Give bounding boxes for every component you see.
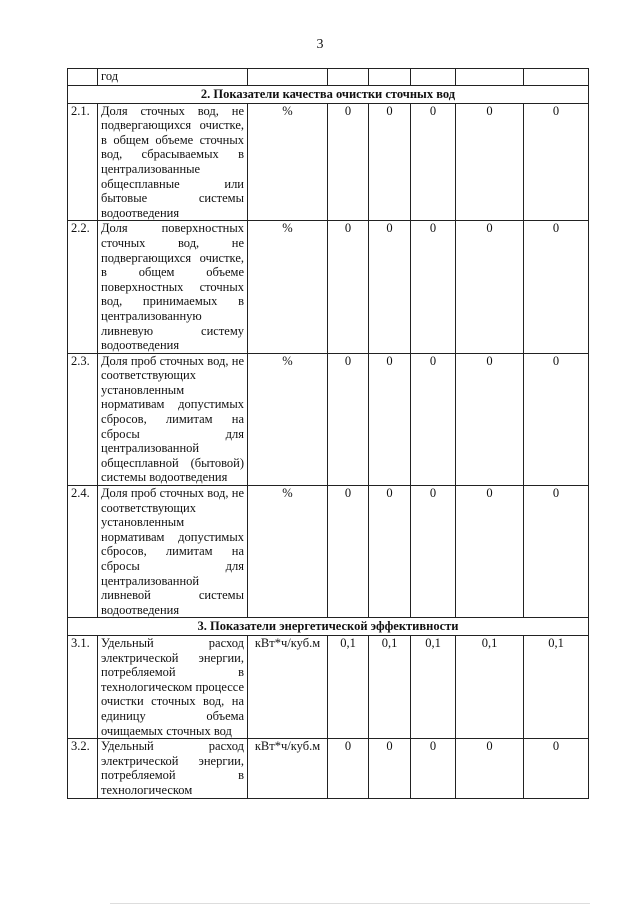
table-row: [68, 69, 589, 86]
unit-cell: %: [248, 103, 328, 221]
value-cell: 0: [369, 221, 411, 353]
row-number: 2.1.: [68, 103, 98, 221]
table-row: [68, 103, 589, 221]
value-cell: 0: [456, 486, 524, 618]
indicators-table: [67, 68, 589, 799]
indicator-description: Удельный расход электрической энергии, потребляемой в технологическом процессе очистки сточных вод, на единицу объема очищаемых сточных вод: [98, 635, 248, 738]
unit-cell: кВт*ч/куб.м: [248, 739, 328, 798]
table-row: [68, 221, 589, 353]
value-cell: 0,1: [328, 635, 369, 738]
value-cell: 0: [369, 103, 411, 221]
row-number: 2.4.: [68, 486, 98, 618]
value-cell: 0: [411, 486, 456, 618]
section-header: [68, 618, 589, 636]
value-cell: 0: [328, 486, 369, 618]
unit-cell: %: [248, 486, 328, 618]
value-cell: 0: [411, 739, 456, 798]
scan-edge-line: [110, 903, 590, 904]
value-cell: 0: [524, 739, 589, 798]
value-cell: 0: [411, 353, 456, 485]
table-row: [68, 486, 589, 618]
value-cell: 0: [369, 353, 411, 485]
value-cell: 0: [456, 353, 524, 485]
indicator-description: Доля сточных вод, не подвергающихся очистке, в общем объеме сточных вод, сбрасываемых в централизованные общесплавные или бытовые системы водоотведения: [98, 103, 248, 221]
value-cell: 0: [328, 739, 369, 798]
indicator-description: Удельный расход электрической энергии, потребляемой в технологическом: [98, 739, 248, 798]
unit-cell: %: [248, 353, 328, 485]
value-cell: 0,1: [456, 635, 524, 738]
value-cell: 0: [524, 353, 589, 485]
value-cell: 0: [369, 739, 411, 798]
row-number: 3.1.: [68, 635, 98, 738]
value-cell: 0: [456, 221, 524, 353]
value-cell: 0: [456, 103, 524, 221]
value-cell: 0: [328, 221, 369, 353]
value-cell: 0: [524, 486, 589, 618]
value-cell: 0: [328, 103, 369, 221]
value-cell: 0: [411, 103, 456, 221]
value-cell: 0,1: [369, 635, 411, 738]
value-cell: 0,1: [411, 635, 456, 738]
value-cell: 0: [456, 739, 524, 798]
value-cell: 0: [524, 221, 589, 353]
year-label: год: [98, 69, 248, 86]
value-cell: 0: [369, 486, 411, 618]
value-cell: 0,1: [524, 635, 589, 738]
table-row: [68, 635, 589, 738]
indicator-description: Доля проб сточных вод, не соответствующих установленным нормативам допустимых сбросов, лимитам на сбросы для централизованной общесплавной (бытовой) системы водоотведения: [98, 353, 248, 485]
section-header: [68, 86, 589, 104]
unit-cell: %: [248, 221, 328, 353]
row-number: 2.2.: [68, 221, 98, 353]
row-number: 2.3.: [68, 353, 98, 485]
page-number: 3: [316, 37, 324, 52]
value-cell: 0: [411, 221, 456, 353]
value-cell: 0: [328, 353, 369, 485]
unit-cell: кВт*ч/куб.м: [248, 635, 328, 738]
table-row: [68, 739, 589, 798]
value-cell: 0: [524, 103, 589, 221]
row-number: 3.2.: [68, 739, 98, 798]
table-row: [68, 353, 589, 485]
indicator-description: Доля поверхностных сточных вод, не подвергающихся очистке, в общем объеме поверхностных сточных вод, принимаемых в централизованную ливневую систему водоотведения: [98, 221, 248, 353]
section-title: 2. Показатели качества очистки сточных вод: [68, 86, 589, 104]
indicator-description: Доля проб сточных вод, не соответствующих установленным нормативам допустимых сбросов, лимитам на сбросы для централизованной ливневой системы водоотведения: [98, 486, 248, 618]
section-title: 3. Показатели энергетической эффективности: [68, 618, 589, 636]
